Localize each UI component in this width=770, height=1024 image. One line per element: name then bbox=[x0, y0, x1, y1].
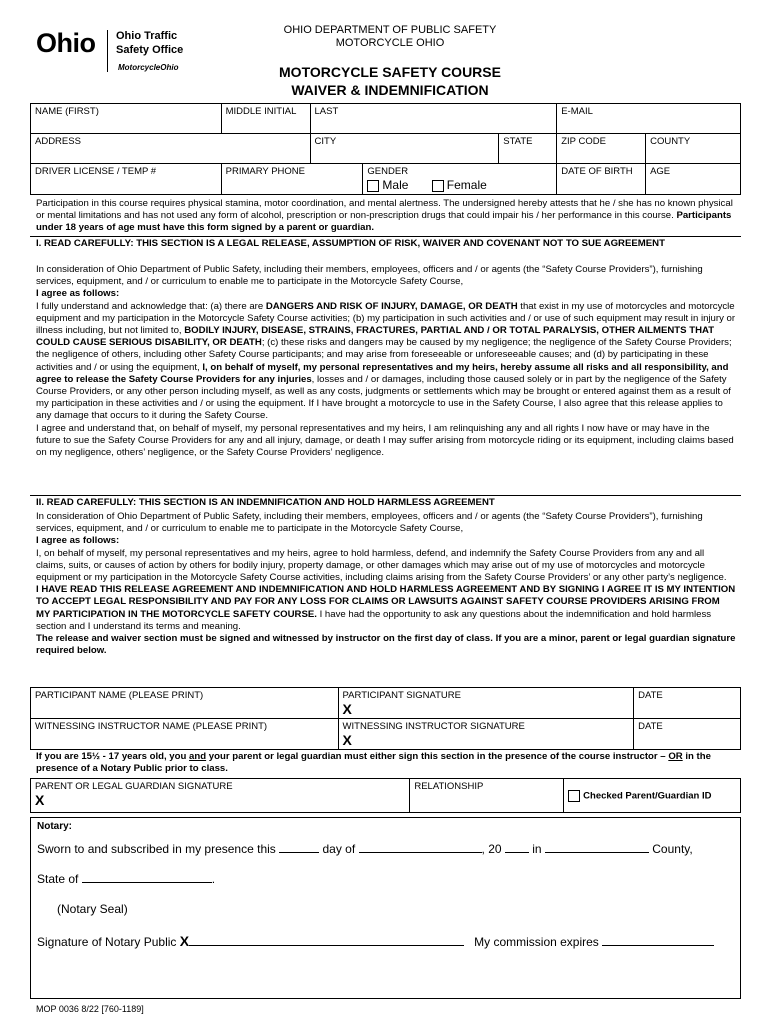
middle-initial-label: MIDDLE INITIAL bbox=[225, 106, 297, 117]
county-field[interactable] bbox=[646, 134, 741, 164]
middle-initial-field[interactable] bbox=[221, 104, 310, 134]
participant-name-field[interactable] bbox=[31, 688, 339, 719]
section2-consideration: In consideration of Ohio Department of Public Safety, including their members, employees, officers and / or agents (the “Safety Course Providers”), furnishing services, equipment, and / or curriculum to enable me to participate in the Motorcycle Safety Course, bbox=[36, 511, 703, 535]
guardian-notice: If you are 15½ - 17 years old, you and your parent or legal guardian must either sign this section in the presence of the course instructor – OR in the presence of a Notary Public prior to class. bbox=[36, 751, 711, 775]
dob-label: DATE OF BIRTH bbox=[561, 166, 633, 177]
notary-section bbox=[30, 817, 741, 999]
personal-info-grid bbox=[30, 103, 741, 195]
intro-paragraph bbox=[36, 198, 736, 235]
notary-seal: (Notary Seal) bbox=[57, 902, 128, 916]
section1-relinquish: I agree and understand that, on behalf of myself, my personal representatives and my heirs, I am relinquishing any and all rights I now have or may have in the future to sue the Safety Course Providers for any and all injury, damage, or death I may suffer arising from motorcycle riding or its equipment, including claims based on my negligence, others’ negligence, or the Safety Course Providers’ negligence. bbox=[36, 422, 734, 459]
guardian-id-checkbox[interactable] bbox=[568, 790, 580, 802]
intro-text: Participation in this course requires physical stamina, motor coordination, and mental alertness. The undersigned hereby attests that he / she has no known physical or mental limitations and has not used any form of alcohol, prescription or non-prescription drugs that could impair his / her performance in this course. bbox=[36, 198, 733, 222]
logo-divider bbox=[107, 30, 108, 72]
email-label: E-MAIL bbox=[561, 106, 593, 117]
witness-name-label: WITNESSING INSTRUCTOR NAME (PLEASE PRINT) bbox=[35, 721, 268, 732]
zip-field[interactable] bbox=[557, 134, 646, 164]
guardian-signature-grid bbox=[30, 778, 741, 813]
section2-body bbox=[36, 511, 736, 657]
participant-signature-field[interactable] bbox=[338, 688, 634, 719]
form-title: MOTORCYCLE SAFETY COURSE bbox=[279, 64, 501, 80]
department-name: OHIO DEPARTMENT OF PUBLIC SAFETY bbox=[283, 24, 497, 36]
program-name: MOTORCYCLE OHIO bbox=[335, 37, 445, 49]
email-field[interactable] bbox=[557, 104, 741, 134]
date-label: DATE bbox=[638, 721, 663, 732]
day-blank[interactable] bbox=[279, 841, 319, 853]
section1-body bbox=[36, 264, 736, 459]
zip-label: ZIP CODE bbox=[561, 136, 606, 147]
phone-field[interactable] bbox=[221, 164, 363, 195]
female-checkbox[interactable] bbox=[432, 180, 444, 192]
male-label: Male bbox=[382, 178, 409, 192]
participant-name-label: PARTICIPANT NAME (PLEASE PRINT) bbox=[35, 690, 204, 701]
city-label: CITY bbox=[314, 136, 337, 147]
first-name-label: NAME (FIRST) bbox=[35, 106, 99, 117]
year-blank[interactable] bbox=[505, 841, 529, 853]
gender-label: GENDER bbox=[367, 166, 409, 177]
section2-agree: I agree as follows: bbox=[36, 535, 120, 547]
section2-hold-harmless: I, on behalf of myself, my personal representatives and my heirs, agree to hold harmless, defend, and indemnify the Safety Course Providers from any and all claims, suits, or causes of action by others for bodily injury, property damage, or other damages which may arise out of my use of motorcycles and motorcycle equipment or my participation in the Motorcycle Safety Course activities, including claims arising from the Safety Course Providers’ or any other party’s negligence. bbox=[36, 547, 727, 584]
divider bbox=[30, 236, 741, 237]
participant-signature-grid bbox=[30, 687, 741, 750]
section1-agree: I agree as follows: bbox=[36, 288, 120, 300]
state-label: STATE bbox=[503, 136, 533, 147]
signature-x-mark: X bbox=[35, 792, 45, 808]
logo-motorcycle-ohio: MotorcycleOhio bbox=[118, 63, 179, 72]
dob-field[interactable] bbox=[557, 164, 646, 195]
relationship-label: RELATIONSHIP bbox=[414, 781, 484, 792]
intro-minor-notice: Participants under 18 years of age must have this form signed by a parent or guardian. bbox=[36, 210, 732, 234]
section1-consideration: In consideration of Ohio Department of Public Safety, including their members, employees, officers and / or agents (the “Safety Course Providers”), furnishing services, equipment, and / or curriculum to enable me to participate in the Motorcycle Safety Course, bbox=[36, 264, 703, 288]
participant-signature-label: PARTICIPANT SIGNATURE bbox=[342, 690, 461, 701]
logo-line1: Ohio Traffic bbox=[116, 30, 178, 42]
address-field[interactable] bbox=[31, 134, 311, 164]
county-label: COUNTY bbox=[650, 136, 691, 147]
state-blank[interactable] bbox=[82, 871, 212, 883]
female-label: Female bbox=[446, 178, 487, 192]
form-number: MOP 0036 8/22 [760-1189] bbox=[36, 1004, 144, 1014]
address-label: ADDRESS bbox=[35, 136, 81, 147]
notary-state-line: State of . bbox=[37, 872, 216, 886]
age-field[interactable] bbox=[646, 164, 741, 195]
section1-acknowledgement: I fully understand and acknowledge that: (a) there are DANGERS AND RISK OF INJURY, DAMAGE, OR DEATH that exist in my use of motorcycles and motorcycle equipment and my participation in the Motorcycle Safety Course activities; (b) my participation in such activities and / or use of such equipment may result in injury or illness including, but not limited to, BODILY INJURY, DISEASE, STRAINS, FRACTURES, PARTIAL AND / OR TOTAL PARALYSIS, OTHER AILMENTS THAT COULD CAUSE SERIOUS DISABILITY, OR DEATH; (c) these risks and dangers may be caused by my negligence; the negligence of the Safety Course Providers; the negligence of others, including other Safety Course participants; and may arise from foreseeable or unforeseeable causes; and (d) by participating in these activities and / or using the equipment, I, on behalf of myself, my personal representatives and my heirs, hereby assume all risks and all responsibility, and agree to release the Safety Course Providers for any injuries, losses and / or damages, including those caused solely or in part by the negligence of the Safety Course Providers, or any other person including myself, as well as any costs, judgments or settlements which may be brought or entered against them as a result of my participation in these activities and / or using the equipment. If I have brought a motorcycle to use in the Safety Course, I also agree that this release applies to any damage that occurs to it during the Safety Course. bbox=[36, 300, 736, 422]
relationship-field[interactable] bbox=[410, 779, 564, 813]
section2-signing-notice: The release and waiver section must be signed and witnessed by instructor on the first day of class. If you are a minor, parent or legal guardian signature required below. bbox=[36, 633, 736, 657]
signature-x-mark: X bbox=[342, 732, 352, 748]
notary-signature-line: Signature of Notary Public X My commission expires bbox=[37, 933, 714, 949]
section2-acceptance: I HAVE READ THIS RELEASE AGREEMENT AND INDEMNIFICATION AND HOLD HARMLESS AGREEMENT AND BY SIGNING I AGREE IT IS MY INTENTION TO ACCEPT LEGAL RESPONSIBILITY AND PAY FOR ANY LOSS FOR CLAIMS OR LAWSUITS AGAINST SAFETY COURSE PROVIDERS ARISING FROM MY PARTICIPATION IN THE MOTORCYCLE SAFETY COURSE. I have had the opportunity to ask any questions about the indemnification and hold harmless section and I understand its terms and meaning. bbox=[36, 584, 736, 632]
guardian-id-check bbox=[564, 779, 741, 813]
commission-blank[interactable] bbox=[602, 934, 714, 946]
notary-sworn-line: Sworn to and subscribed in my presence this day of , 20 in County, bbox=[37, 842, 693, 856]
license-field[interactable] bbox=[31, 164, 222, 195]
notary-signature-blank[interactable] bbox=[189, 934, 464, 946]
license-label: DRIVER LICENSE / TEMP # bbox=[35, 166, 157, 177]
notary-title: Notary: bbox=[37, 821, 73, 832]
guardian-id-label: Checked Parent/Guardian ID bbox=[583, 790, 712, 802]
section2-heading: II. READ CAREFULLY: THIS SECTION IS AN INDEMNIFICATION AND HOLD HARMLESS AGREEMENT bbox=[36, 497, 495, 508]
section1-heading: I. READ CAREFULLY: THIS SECTION IS A LEGAL RELEASE, ASSUMPTION OF RISK, WAIVER AND COVENANT NOT TO SUE AGREEMENT bbox=[36, 238, 665, 249]
participant-date-field[interactable] bbox=[634, 688, 741, 719]
state-field[interactable] bbox=[499, 134, 557, 164]
age-label: AGE bbox=[650, 166, 671, 177]
guardian-signature-field[interactable] bbox=[31, 779, 410, 813]
witness-signature-label: WITNESSING INSTRUCTOR SIGNATURE bbox=[342, 721, 525, 732]
witness-name-field[interactable] bbox=[31, 719, 339, 750]
first-name-field[interactable] bbox=[31, 104, 222, 134]
date-label: DATE bbox=[638, 690, 663, 701]
form-subtitle: WAIVER & INDEMNIFICATION bbox=[291, 82, 489, 98]
guardian-signature-label: PARENT OR LEGAL GUARDIAN SIGNATURE bbox=[35, 781, 233, 792]
signature-x-mark: X bbox=[342, 701, 352, 717]
logo-line2: Safety Office bbox=[116, 44, 184, 56]
gender-field bbox=[363, 164, 557, 195]
witness-signature-field[interactable] bbox=[338, 719, 634, 750]
witness-date-field[interactable] bbox=[634, 719, 741, 750]
male-checkbox[interactable] bbox=[367, 180, 379, 192]
logo-wordmark: Ohio bbox=[36, 28, 96, 58]
divider bbox=[30, 495, 741, 496]
last-name-label: LAST bbox=[314, 106, 339, 117]
city-field[interactable] bbox=[310, 134, 499, 164]
phone-label: PRIMARY PHONE bbox=[225, 166, 305, 177]
month-blank[interactable] bbox=[359, 841, 482, 853]
last-name-field[interactable] bbox=[310, 104, 557, 134]
county-blank[interactable] bbox=[545, 841, 649, 853]
